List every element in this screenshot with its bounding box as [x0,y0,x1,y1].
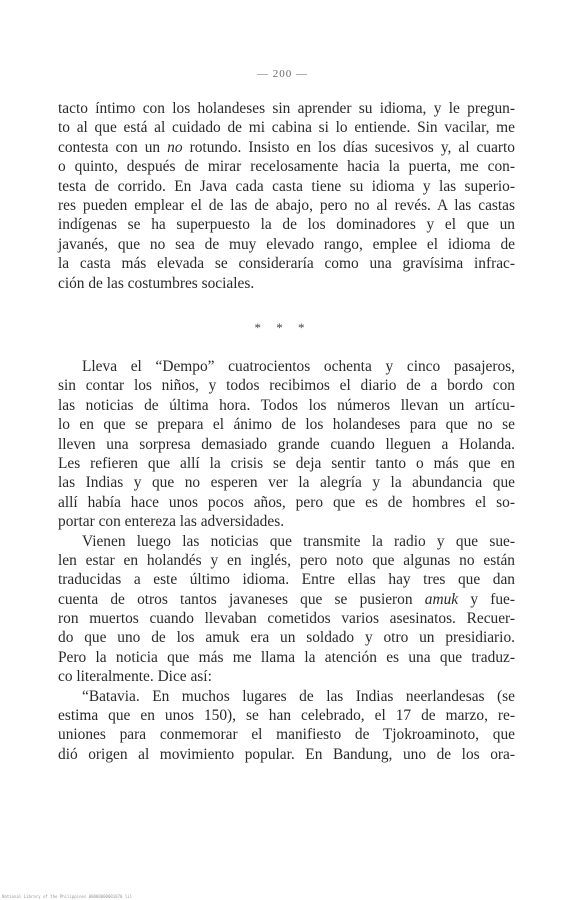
text-segment: contesta con un [58,138,161,156]
text-segment: cuenta de otros tantos javaneses que se pusieron [58,590,413,608]
text-line: sin contar los niños, y todos recibimos el diario de a bordo con [58,377,515,395]
text-line: testa de corrido. En Java cada casta tiene su idioma y las superio- [58,177,515,195]
text-line: uniones para conmemorar el manifiesto de Tjokroaminoto, que [58,726,515,744]
text-line: allí había hace unos pocos años, pero que es de hombres el so- [58,493,515,511]
text-line: “Batavia. En muchos lugares de las Indias neerlandesas (se [82,687,515,705]
text-line: co literalmente. Dice así: [58,668,212,686]
text-line: traducidas a este último idioma. Entre ellas hay tres que dan [58,571,515,589]
text-line: estima que en unos 150), se han celebrado, el 17 de marzo, re- [58,707,515,725]
emphasized-word: amuk [424,590,459,608]
paragraph-1 [58,99,515,293]
text-line: la casta más elevada se consideraría como una gravísima infrac- [58,255,515,273]
text-line: tacto íntimo con los holandeses sin aprender su idioma, y le pregun- [58,100,515,117]
text-line: len estar en holandés y en inglés, pero noto que algunas no están [58,551,515,569]
section-separator: * * * [254,320,311,335]
text-line: Lleva el “Dempo” cuatrocientos ochenta y cinco pasajeros, [82,358,515,375]
text-line: las noticias de última hora. Todos los números llevan un artícu- [58,396,515,414]
text-line: Les refieren que allí la crisis se deja sentir tanto o más que en [58,454,515,472]
text-line: res pueden emplear el de las de abajo, pero no al revés. A las castas [58,196,515,214]
text-line: Vienen luego las noticias que transmite la radio y que sue- [82,532,515,550]
text-line: o quinto, después de mirar recelosamente hacia la puerta, me con- [58,158,515,176]
text-line: ción de las costumbres sociales. [58,274,255,292]
text-line: ron muertos cuando llevaban cometidos varios asesinatos. Recuer- [58,610,515,628]
body-text [58,357,515,764]
text-line: las Indias y que no esperen ver la alegría y la abundancia que [58,474,515,492]
text-line: indígenas se ha superpuesto la de los dominadores y el que un [58,216,515,234]
text-line: portar con entereza las adversidades. [58,513,285,531]
text-line: dió origen al movimiento popular. En Bandung, uno de los ora- [58,745,515,763]
text-line: lo en que se prepara el ánimo de los holandeses para que no se [58,416,515,434]
text-line: javanés, que no sea de muy elevado rango, emplee el idioma de [58,235,515,253]
emphasized-word: no [167,138,183,156]
text-line: to al que está al cuidado de mi cabina si lo entiende. Sin vacilar, me [58,119,515,137]
text-line: do que uno de los amuk era un soldado y otro un presidiario. [58,629,515,647]
text-line: lleven una sorpresa demasiado grande cuando lleguen a Holanda. [58,435,515,453]
text-segment: rotundo. Insisto en los días sucesivos y, al cuarto [189,138,516,156]
text-line [58,138,515,157]
scan-footer-tag: National Library of the Philippines 00000000001070 lil [2,894,133,899]
page-number: — 200 — [257,68,308,80]
text-line [58,590,515,609]
text-segment: y fue- [470,590,515,608]
text-line: Pero la noticia que más me llama la atención es una que traduz- [58,648,515,666]
